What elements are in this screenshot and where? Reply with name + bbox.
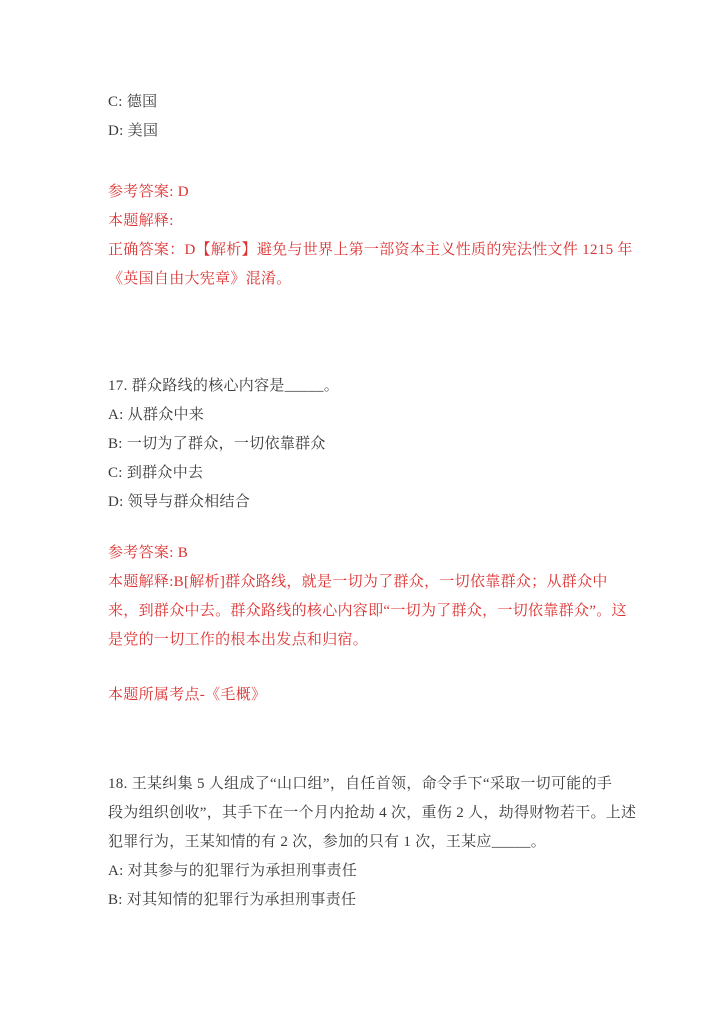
- question-17-option-b: B: 一切为了群众，一切依靠群众: [108, 436, 326, 452]
- question-17-reference-answer: 参考答案: B: [108, 545, 189, 561]
- question-16-explanation-label: 本题解释:: [108, 213, 174, 229]
- question-16-reference-answer: 参考答案: D: [108, 184, 189, 200]
- document-content: [108, 88, 637, 915]
- question-17-answer-block: [108, 539, 627, 655]
- question-16-option-c: C: 德国: [108, 94, 158, 110]
- question-17-stem: 17. 群众路线的核心内容是_____。: [108, 378, 340, 394]
- question-17-option-a: A: 从群众中来: [108, 407, 205, 423]
- question-17-explanation-line: 来，到群众中去。群众路线的核心内容即“一切为了群众，一切依靠群众”。这: [108, 603, 627, 619]
- question-18-option-b: B: 对其知情的犯罪行为承担刑事责任: [108, 892, 357, 908]
- question-16-explanation-line: 《英国自由大宪章》混淆。: [108, 271, 292, 287]
- question-17-option-c: C: 到群众中去: [108, 465, 204, 481]
- question-17-explanation-line: 是党的一切工作的根本出发点和归宿。: [108, 632, 369, 648]
- question-16-options: [108, 88, 614, 146]
- question-16-explanation-line: 正确答案：D【解析】避免与世界上第一部资本主义性质的宪法性文件 1215 年: [108, 242, 633, 258]
- question-18-stem-line: 18. 王某纠集 5 人组成了“山口组”，自任首领，命令手下“采取一切可能的手: [108, 776, 613, 792]
- question-16-answer-block: [108, 178, 633, 294]
- question-17-topic: 本题所属考点-《毛概》: [108, 687, 267, 703]
- question-18-stem-line: 犯罪行为，王某知情的有 2 次，参加的只有 1 次，王某应_____。: [108, 834, 547, 850]
- question-18-stem-line: 段为组织创收”，其手下在一个月内抢劫 4 次，重伤 2 人，劫得财物若干。上述: [108, 805, 637, 821]
- question-17-topic-block: [108, 681, 614, 710]
- question-16-option-d: D: 美国: [108, 123, 159, 139]
- question-18-option-a: A: 对其参与的犯罪行为承担刑事责任: [108, 863, 358, 879]
- question-17-option-d: D: 领导与群众相结合: [108, 494, 251, 510]
- question-17-block: [108, 372, 614, 517]
- question-17-explanation-line: 本题解释:B[解析]群众路线，就是一切为了群众，一切依靠群众；从群众中: [108, 574, 608, 590]
- question-18-block: [108, 770, 637, 915]
